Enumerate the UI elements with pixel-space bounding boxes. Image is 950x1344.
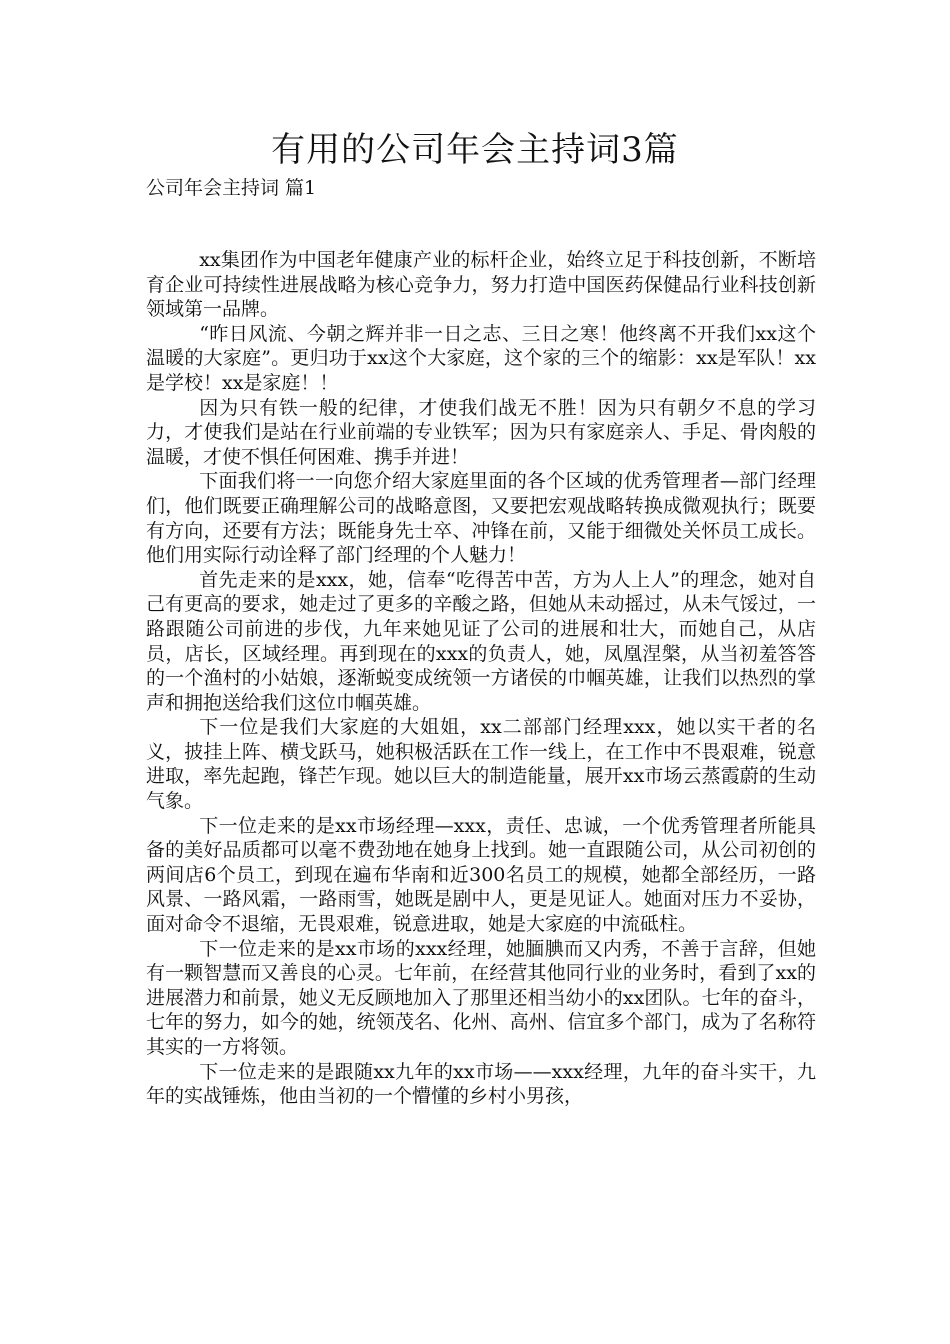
page-title: 有用的公司年会主持词3篇 [271, 130, 679, 170]
paragraph: 首先走来的是xxx，她，信奉“吃得苦中苦，方为人上人”的理念，她对自己有更高的要求，她走过了更多的辛酸之路，但她从未动摇过，从未气馁过，一路跟随公司前进的步伐，九年来她见证了公司的进展和壮大，而她自己，从店员，店长，区域经理。再到现在的xxx的负责人，她，凤凰涅槃，从当初羞答答的一个渔村的小姑娘，逐渐蜕变成统领一方诸侯的巾帼英雄，让我们以热烈的掌声和拥抱送给我们这位巾帼英雄。 [146, 568, 816, 714]
paragraph: xx集团作为中国老年健康产业的标杆企业，始终立足于科技创新，不断培育企业可持续性进展战略为核心竞争力，努力打造中国医药保健品行业科技创新领域第一品牌。 [146, 249, 816, 321]
paragraph: 下一位走来的是xx市场的xxx经理，她腼腆而又内秀，不善于言辞，但她有一颗智慧而又善良的心灵。七年前，在经营其他同行业的业务时，看到了xx的进展潜力和前景，她义无反顾地加入了那里还相当幼小的xx团队。七年的奋斗，七年的努力，如今的她，统领茂名、化州、高州、信宜多个部门，成为了名称符其实的一方将领。 [146, 937, 816, 1058]
paragraph: 下一位是我们大家庭的大姐姐，xx二部部门经理xxx，她以实干者的名义，披挂上阵、横戈跃马，她积极活跃在工作一线上，在工作中不畏艰难，锐意进取，率先起跑，锋芒乍现。她以巨大的制造能量，展开xx市场云蒸霞蔚的生动气象。 [146, 716, 816, 813]
paragraph: 下面我们将一一向您介绍大家庭里面的各个区域的优秀管理者—部门经理们，他们既要正确理解公司的战略意图，又要把宏观战略转换成微观执行；既要有方向，还要有方法；既能身先士卒、冲锋在前，又能于细微处关怀员工成长。他们用实际行动诠释了部门经理的个人魅力！ [146, 470, 816, 567]
document-body [146, 248, 816, 1109]
section-subtitle: 公司年会主持词 篇1 [146, 177, 317, 199]
paragraph: “昨日风流、今朝之辉并非一日之志、三日之寒！他终离不开我们xx这个温暖的大家庭”。更归功于xx这个大家庭，这个家的三个的缩影：xx是军队！xx是学校！xx是家庭！！ [146, 322, 816, 394]
paragraph: 因为只有铁一般的纪律，才使我们战无不胜！因为只有朝夕不息的学习力，才使我们是站在行业前端的专业铁军；因为只有家庭亲人、手足、骨肉般的温暖，才使不惧任何困难、携手并进！ [146, 396, 816, 468]
paragraph: 下一位走来的是跟随xx九年的xx市场——xxx经理，九年的奋斗实干，九年的实战锤炼，他由当初的一个懵懂的乡村小男孩， [146, 1060, 816, 1108]
paragraph: 下一位走来的是xx市场经理—xxx，责任、忠诚，一个优秀管理者所能具备的美好品质都可以毫不费劲地在她身上找到。她一直跟随公司，从公司初创的两间店6个员工，到现在遍布华南和近300名员工的规模，她都全部经历，一路风景、一路风霜，一路雨雪，她既是剧中人，更是见证人。她面对压力不妥协，面对命令不退缩，无畏艰难，锐意进取，她是大家庭的中流砥柱。 [146, 814, 816, 936]
